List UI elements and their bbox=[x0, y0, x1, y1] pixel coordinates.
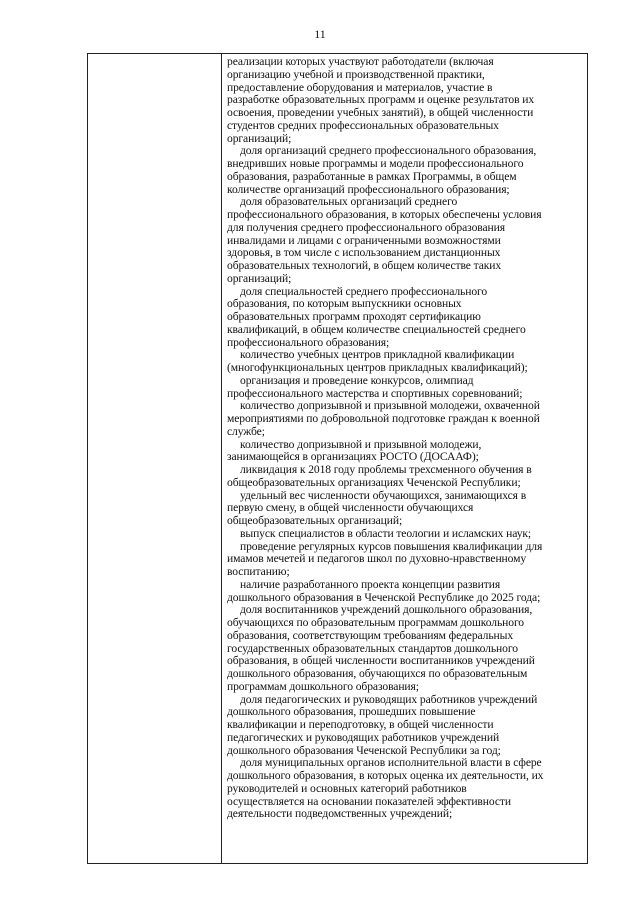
text-line: общеобразовательных организаций; bbox=[227, 514, 403, 527]
paragraph-start-line: ликвидация к 2018 году проблемы трехсменного обучения в bbox=[240, 463, 532, 476]
text-line: службе; bbox=[227, 424, 265, 438]
text-line: образования, в общей численности воспитанников учреждений bbox=[227, 654, 535, 668]
text-line: разработке образовательных программ и оценке результатов их bbox=[227, 93, 535, 107]
text-line: программам дошкольного образования; bbox=[227, 679, 419, 693]
paragraph-start-line: удельный вес численности обучающихся, занимающихся в bbox=[240, 488, 527, 502]
text-line: первую смену, в общей численности обучающихся bbox=[227, 501, 474, 515]
page-number: 11 bbox=[314, 27, 326, 41]
text-line: инвалидами и лицами с ограниченными возможностями bbox=[227, 233, 501, 247]
text-line: образования, разработанные в рамках Программы, в общем bbox=[227, 169, 517, 183]
paragraph-start-line: доля организаций среднего профессионального образования, bbox=[240, 144, 537, 158]
text-line: профессионального мастерства и спортивных соревнований; bbox=[227, 386, 523, 400]
text-line: предоставление оборудования и материалов, участие в bbox=[227, 80, 493, 94]
paragraph-start-line: количество допризывной и призывной молодежи, охваченной bbox=[240, 399, 540, 413]
text-line: квалификации и переподготовку, в общей численности bbox=[227, 718, 494, 731]
text-line: количестве организаций профессионального образования; bbox=[227, 182, 510, 196]
table-left-column bbox=[88, 54, 222, 863]
paragraph-start-line: доля муниципальных органов исполнительной власти в сфере bbox=[240, 756, 542, 770]
text-line: дошкольного образования Чеченской Республики за год; bbox=[227, 743, 501, 757]
paragraph-start-line: доля образовательных организаций среднего bbox=[240, 195, 458, 209]
text-line: дошкольного образования, в которых оценка их деятельности, их bbox=[227, 769, 544, 782]
text-line: обучающихся по образовательным программам дошкольного bbox=[227, 616, 525, 629]
text-line: образования, по которым выпускники основных bbox=[227, 297, 462, 311]
text-line: руководителей и основных категорий работников bbox=[227, 781, 467, 795]
text-line: реализации которых участвуют работодатели (включая bbox=[227, 55, 494, 68]
text-line: профессионального образования; bbox=[227, 335, 390, 349]
text-line: (многофункциональных центров прикладных квалификаций); bbox=[227, 361, 528, 374]
text-line: здоровья, в том числе с использованием дистанционных bbox=[227, 246, 501, 260]
text-line: дошкольного образования в Чеченской Республике до 2025 года; bbox=[227, 590, 541, 604]
text-line: организаций; bbox=[227, 271, 292, 285]
text-line: занимающейся в организациях РОСТО (ДОСААФ); bbox=[227, 450, 479, 464]
paragraph-start-line: доля специальностей среднего профессионального bbox=[240, 284, 488, 298]
text-line: организацию учебной и производственной практики, bbox=[227, 67, 485, 81]
text-line: государственных образовательных стандартов дошкольного bbox=[227, 641, 518, 655]
text-line: профессионального образования, в которых обеспечены условия bbox=[227, 208, 542, 221]
text-line: образовательных технологий, в общем количестве таких bbox=[227, 259, 502, 272]
text-line: организаций; bbox=[227, 131, 292, 145]
text-line: студентов средних профессиональных образовательных bbox=[227, 118, 499, 132]
paragraph-start-line: доля педагогических и руководящих работников учреждений bbox=[240, 692, 538, 706]
text-line: осуществляется на основании показателей эффективности bbox=[227, 794, 512, 808]
text-line: имамов мечетей и педагогов школ по духовно-нравственному bbox=[227, 552, 527, 566]
text-line: дошкольного образования, прошедших повышение bbox=[227, 705, 476, 719]
text-line: педагогических и руководящих работников учреждений bbox=[227, 730, 500, 744]
content-table bbox=[87, 53, 588, 864]
text-line: квалификаций, в общем количестве специальностей среднего bbox=[227, 322, 526, 336]
text-line: воспитанию; bbox=[227, 565, 290, 578]
table-right-column bbox=[222, 54, 587, 863]
text-line: образовательных программ проходят сертификацию bbox=[227, 310, 481, 323]
text-line: для получения среднего профессионального образования bbox=[227, 220, 505, 234]
text-line: освоения, проведении учебных занятий), в общей численности bbox=[227, 106, 534, 119]
text-line: общеобразовательных организациях Чеченской Республики; bbox=[227, 475, 521, 489]
paragraph-start-line: доля воспитанников учреждений дошкольного образования, bbox=[240, 603, 533, 617]
text-line: внедривших новые программы и модели профессионального bbox=[227, 157, 524, 170]
paragraph-start-line: проведение регулярных курсов повышения квалификации для bbox=[240, 539, 543, 553]
text-line: деятельности подведомственных учреждений; bbox=[227, 807, 453, 821]
paragraph-start-line: организация и проведение конкурсов, олимпиад bbox=[240, 373, 474, 387]
text-line: дошкольного образования, обучающихся по образовательным bbox=[227, 667, 528, 680]
paragraph-start-line: количество учебных центров прикладной квалификации bbox=[240, 348, 515, 362]
paragraph-start-line: наличие разработанного проекта концепции развития bbox=[240, 577, 501, 591]
paragraph-start-line: выпуск специалистов в области теологии и исламских наук; bbox=[240, 526, 532, 540]
text-line: мероприятиями по добровольной подготовке граждан к военной bbox=[227, 412, 540, 425]
paragraph-start-line: количество допризывной и призывной молодежи, bbox=[240, 437, 482, 451]
text-line: образования, соответствующим требованиям федеральных bbox=[227, 628, 514, 642]
